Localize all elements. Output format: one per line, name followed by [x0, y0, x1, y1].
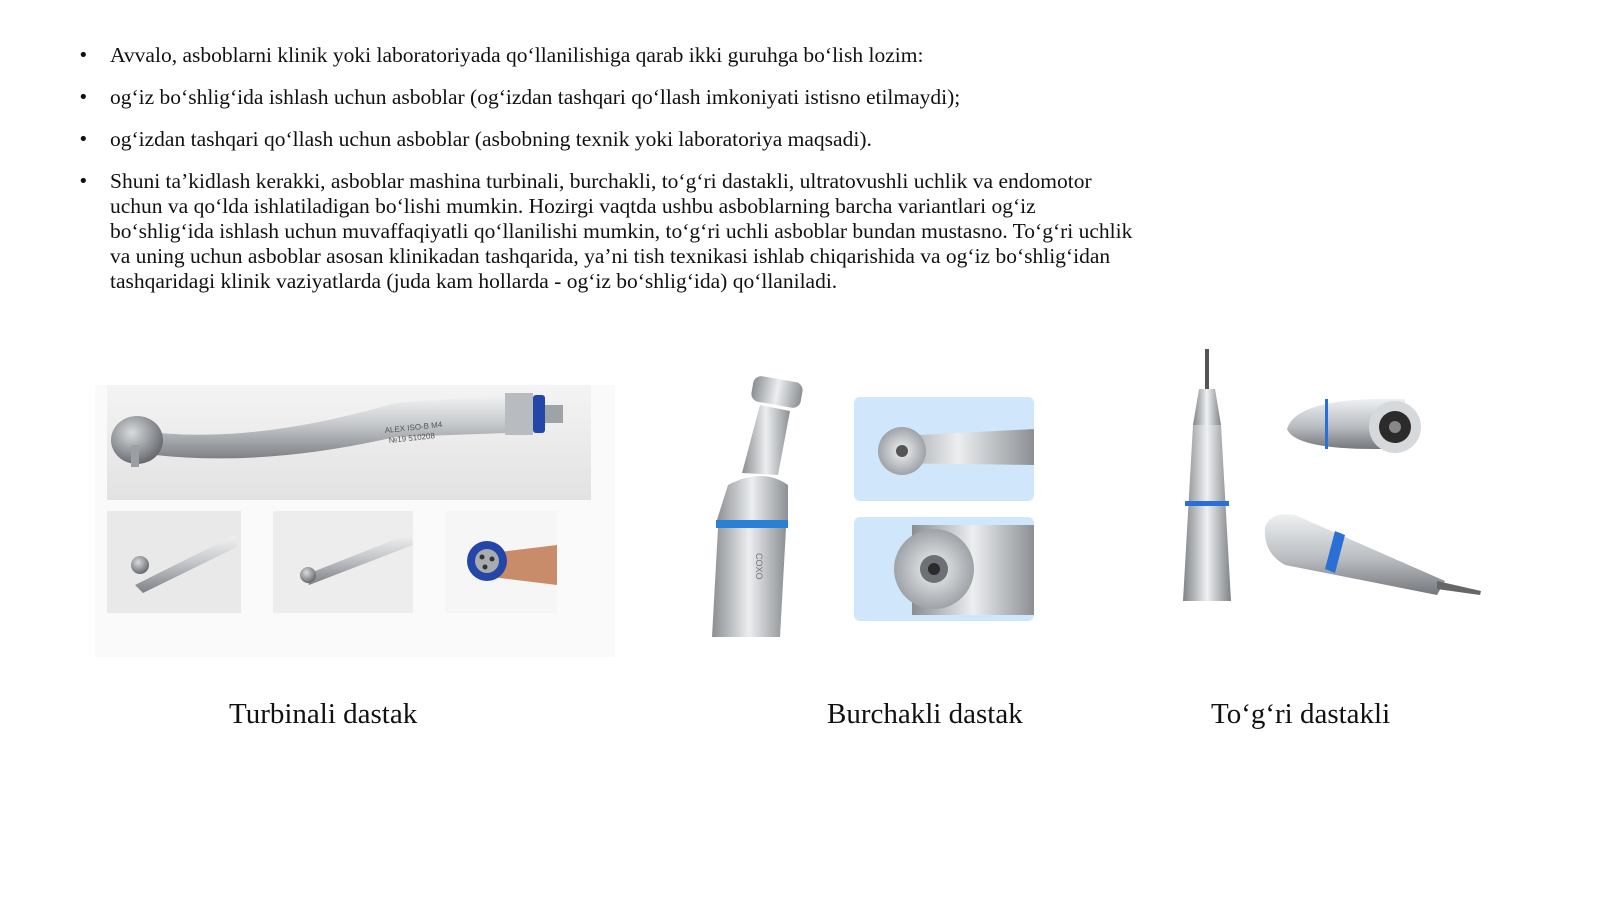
contra-angle-caption: Burchakli dastak: [827, 698, 1023, 730]
bullet-text: Shuni ta’kidlash kerakki, asboblar mashina turbinali, burchakli, to‘g‘ri dastakli, ultratovushli uchlik va endomotor uchun va qo‘lda ishlatiladigan bo‘lishi mumkin. Hozirgi vaqtda ushbu asboblarning barcha variantlari og‘iz bo‘shlig‘ida ishlash uchun muvaffaqiyatli qo‘llanilishi mumkin, to‘g‘ri uchli asboblar bundan mustasno. To‘g‘ri uchlik va uning uchun asboblar asosan klinikadan tashqarida, ya’ni tish texnikasi ishlab chiqarishida va og‘iz bo‘shlig‘idan tashqaridagi klinik vaziyatlarda (juda kam hollarda - og‘iz bo‘shlig‘ida) qo‘llaniladi.: [110, 169, 1133, 293]
bullet-item: [78, 169, 1138, 294]
bullet-text: Avvalo, asboblarni klinik yoki laboratoriyada qo‘llanilishiga qarab ikki guruhga bo‘lish lozim:: [110, 43, 924, 67]
bullet-item: [78, 127, 1138, 152]
bullet-item: [78, 85, 1138, 110]
contra-angle-engraving: COXO: [754, 553, 764, 580]
bullet-item: [78, 43, 1138, 68]
bullet-text: og‘iz bo‘shlig‘ida ishlash uchun asboblar (og‘izdan tashqari qo‘llash imkoniyati istisno etilmaydi);: [110, 85, 961, 109]
bullet-list: [78, 43, 1138, 311]
bullet-icon: •: [78, 171, 89, 192]
straight-caption: To‘g‘ri dastakli: [1211, 698, 1391, 730]
turbine-caption: Turbinali dastak: [229, 698, 418, 730]
straight-handpiece-image: [1175, 345, 1495, 625]
bullet-text: og‘izdan tashqari qo‘llash uchun asboblar (asbobning texnik yoki laboratoriya maqsadi).: [110, 127, 872, 151]
bullet-icon: •: [78, 87, 89, 108]
turbine-engraving-line1: ALEX ISO-B M4: [384, 419, 443, 435]
bullet-icon: •: [78, 45, 89, 66]
bullet-icon: •: [78, 129, 89, 150]
contra-angle-handpiece-image: [712, 375, 1062, 645]
turbine-handpiece-image: [95, 385, 615, 657]
turbine-engraving-line2: №19 510208: [388, 431, 436, 445]
